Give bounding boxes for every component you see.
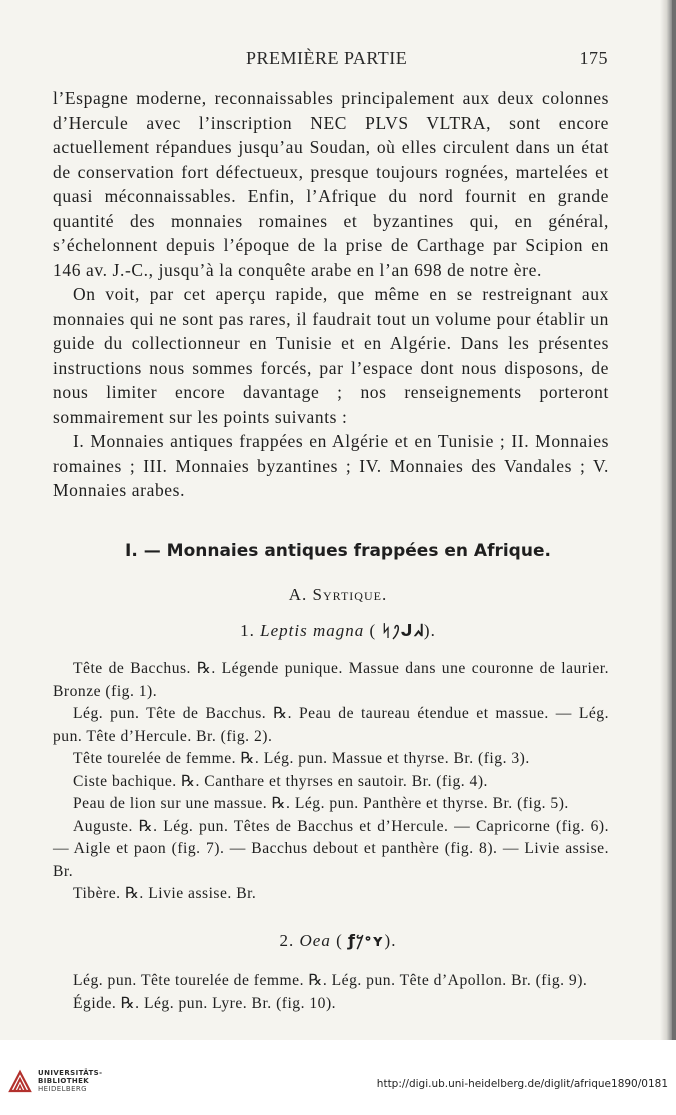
entry-2-item-1: Lég. pun. Tête tourelée de femme. ℞. Lég. pun. Tête d’Apollon. Br. (fig. 9). xyxy=(73,972,588,989)
library-name-line-1: UNIVERSITÄTS- xyxy=(38,1069,103,1077)
entry-1-heading xyxy=(0,621,676,641)
entry-1-item-1: Tête de Bacchus. ℞. Légende punique. Massue dans une couronne de laurier. Bronze (fig. 1). xyxy=(53,660,609,700)
subsection-heading: A. Syrtique. xyxy=(288,585,388,604)
intro-paragraph-3: I. Monnaies antiques frappées en Algérie et en Tunisie ; II. Monnaies romaines ; III. Monnaies byzantines ; IV. Monnaies des Vandales ; V. Monnaies arabes. xyxy=(53,431,609,500)
running-head xyxy=(52,48,608,72)
entry-1-item-7: Tibère. ℞. Livie assise. Br. xyxy=(73,885,257,902)
entry-1-paren-close: ). xyxy=(423,621,436,640)
intro-paragraph-2: On voit, par cet aperçu rapide, que même en se restreignant aux monnaies qui ne sont pas rares, il faudrait tout un volume pour établir un guide du collectionneur en Tunisie et en Algérie. Dans les présentes instructions nous sommes forcés, par l’espace dont nous disposons, de nous limiter encore davantage ; nos renseignements porteront sommairement sur les points suivants : xyxy=(53,284,609,427)
entry-1-paren-open: ( xyxy=(364,621,377,640)
section-heading: I. — Monnaies antiques frappées en Afrique. xyxy=(125,541,551,561)
page-spine-shadow xyxy=(660,0,672,1040)
entry-2-heading xyxy=(0,931,676,951)
library-name xyxy=(38,1069,102,1093)
intro-paragraph-1: l’Espagne moderne, reconnaissables principalement aux deux colonnes d’Hercule avec l’inscription NEC PLVS VLTRA, sont encore actuellement répandues jusqu’au Soudan, où elles circulent dans un état de conservation fort défectueux, presque toujours rognées, martelées et quasi méconnaissables. Enfin, l’Afrique du nord fournit en grande quantité des monnaies romaines et byzantines qui, en général, s’échelonnent depuis l’époque de la prise de Carthage par Scipion en 146 av. J.-C., jusqu’à la conquête arabe en l’an 698 de notre ère. xyxy=(53,88,609,280)
entry-1-item-2: Lég. pun. Tête de Bacchus. ℞. Peau de taureau étendue et massue. — Lég. pun. Tête d’Hercule. Br. (fig. 2). xyxy=(53,705,609,745)
entry-1-item-4: Ciste bachique. ℞. Canthare et thyrses en sautoir. Br. (fig. 4). xyxy=(73,772,488,790)
entry-1-name: Leptis magna xyxy=(260,621,365,640)
entry-2-punic-legend: ƒ𐤏𐤊ʏ xyxy=(348,931,385,950)
entry-1-item-6: Auguste. ℞. Lég. pun. Têtes de Bacchus et d’Hercule. — Capricorne (fig. 6). — Aigle et paon (fig. 7). — Bacchus debout et panthère (fig. 8). — Livie assise. Br. xyxy=(53,817,609,880)
entry-2-paren-open: ( xyxy=(330,931,343,950)
entry-2-name: Oea xyxy=(299,931,331,950)
running-head-title: PREMIÈRE PARTIE xyxy=(246,48,408,68)
entry-1-item-3: Tête tourelée de femme. ℞. Lég. pun. Massue et thyrse. Br. (fig. 3). xyxy=(73,750,530,767)
footer-bar xyxy=(0,1040,676,1115)
source-url-link[interactable]: http://digi.ub.uni-heidelberg.de/diglit/afrique1890/0181 xyxy=(376,1078,668,1090)
entry-1-item-5: Peau de lion sur une massue. ℞. Lég. pun. Panthère et thyrse. Br. (fig. 5). xyxy=(73,795,569,812)
entry-1-number: 1. xyxy=(240,621,255,640)
entry-1-list xyxy=(53,658,609,906)
library-name-line-3: HEIDELBERG xyxy=(38,1085,87,1093)
page-number: 175 xyxy=(579,48,608,68)
library-name-line-2: BIBLIOTHEK xyxy=(38,1077,90,1085)
entry-1-punic-legend: ᛋ𐤐ᒍᖽ xyxy=(381,621,424,640)
entry-2-paren-close: ). xyxy=(384,931,397,950)
intro-text xyxy=(53,86,609,503)
library-logo-icon xyxy=(8,1069,32,1093)
entry-2-item-2: Égide. ℞. Lég. pun. Lyre. Br. (fig. 10). xyxy=(73,994,337,1012)
entry-2-list xyxy=(53,970,609,1015)
entry-2-number: 2. xyxy=(279,931,295,950)
